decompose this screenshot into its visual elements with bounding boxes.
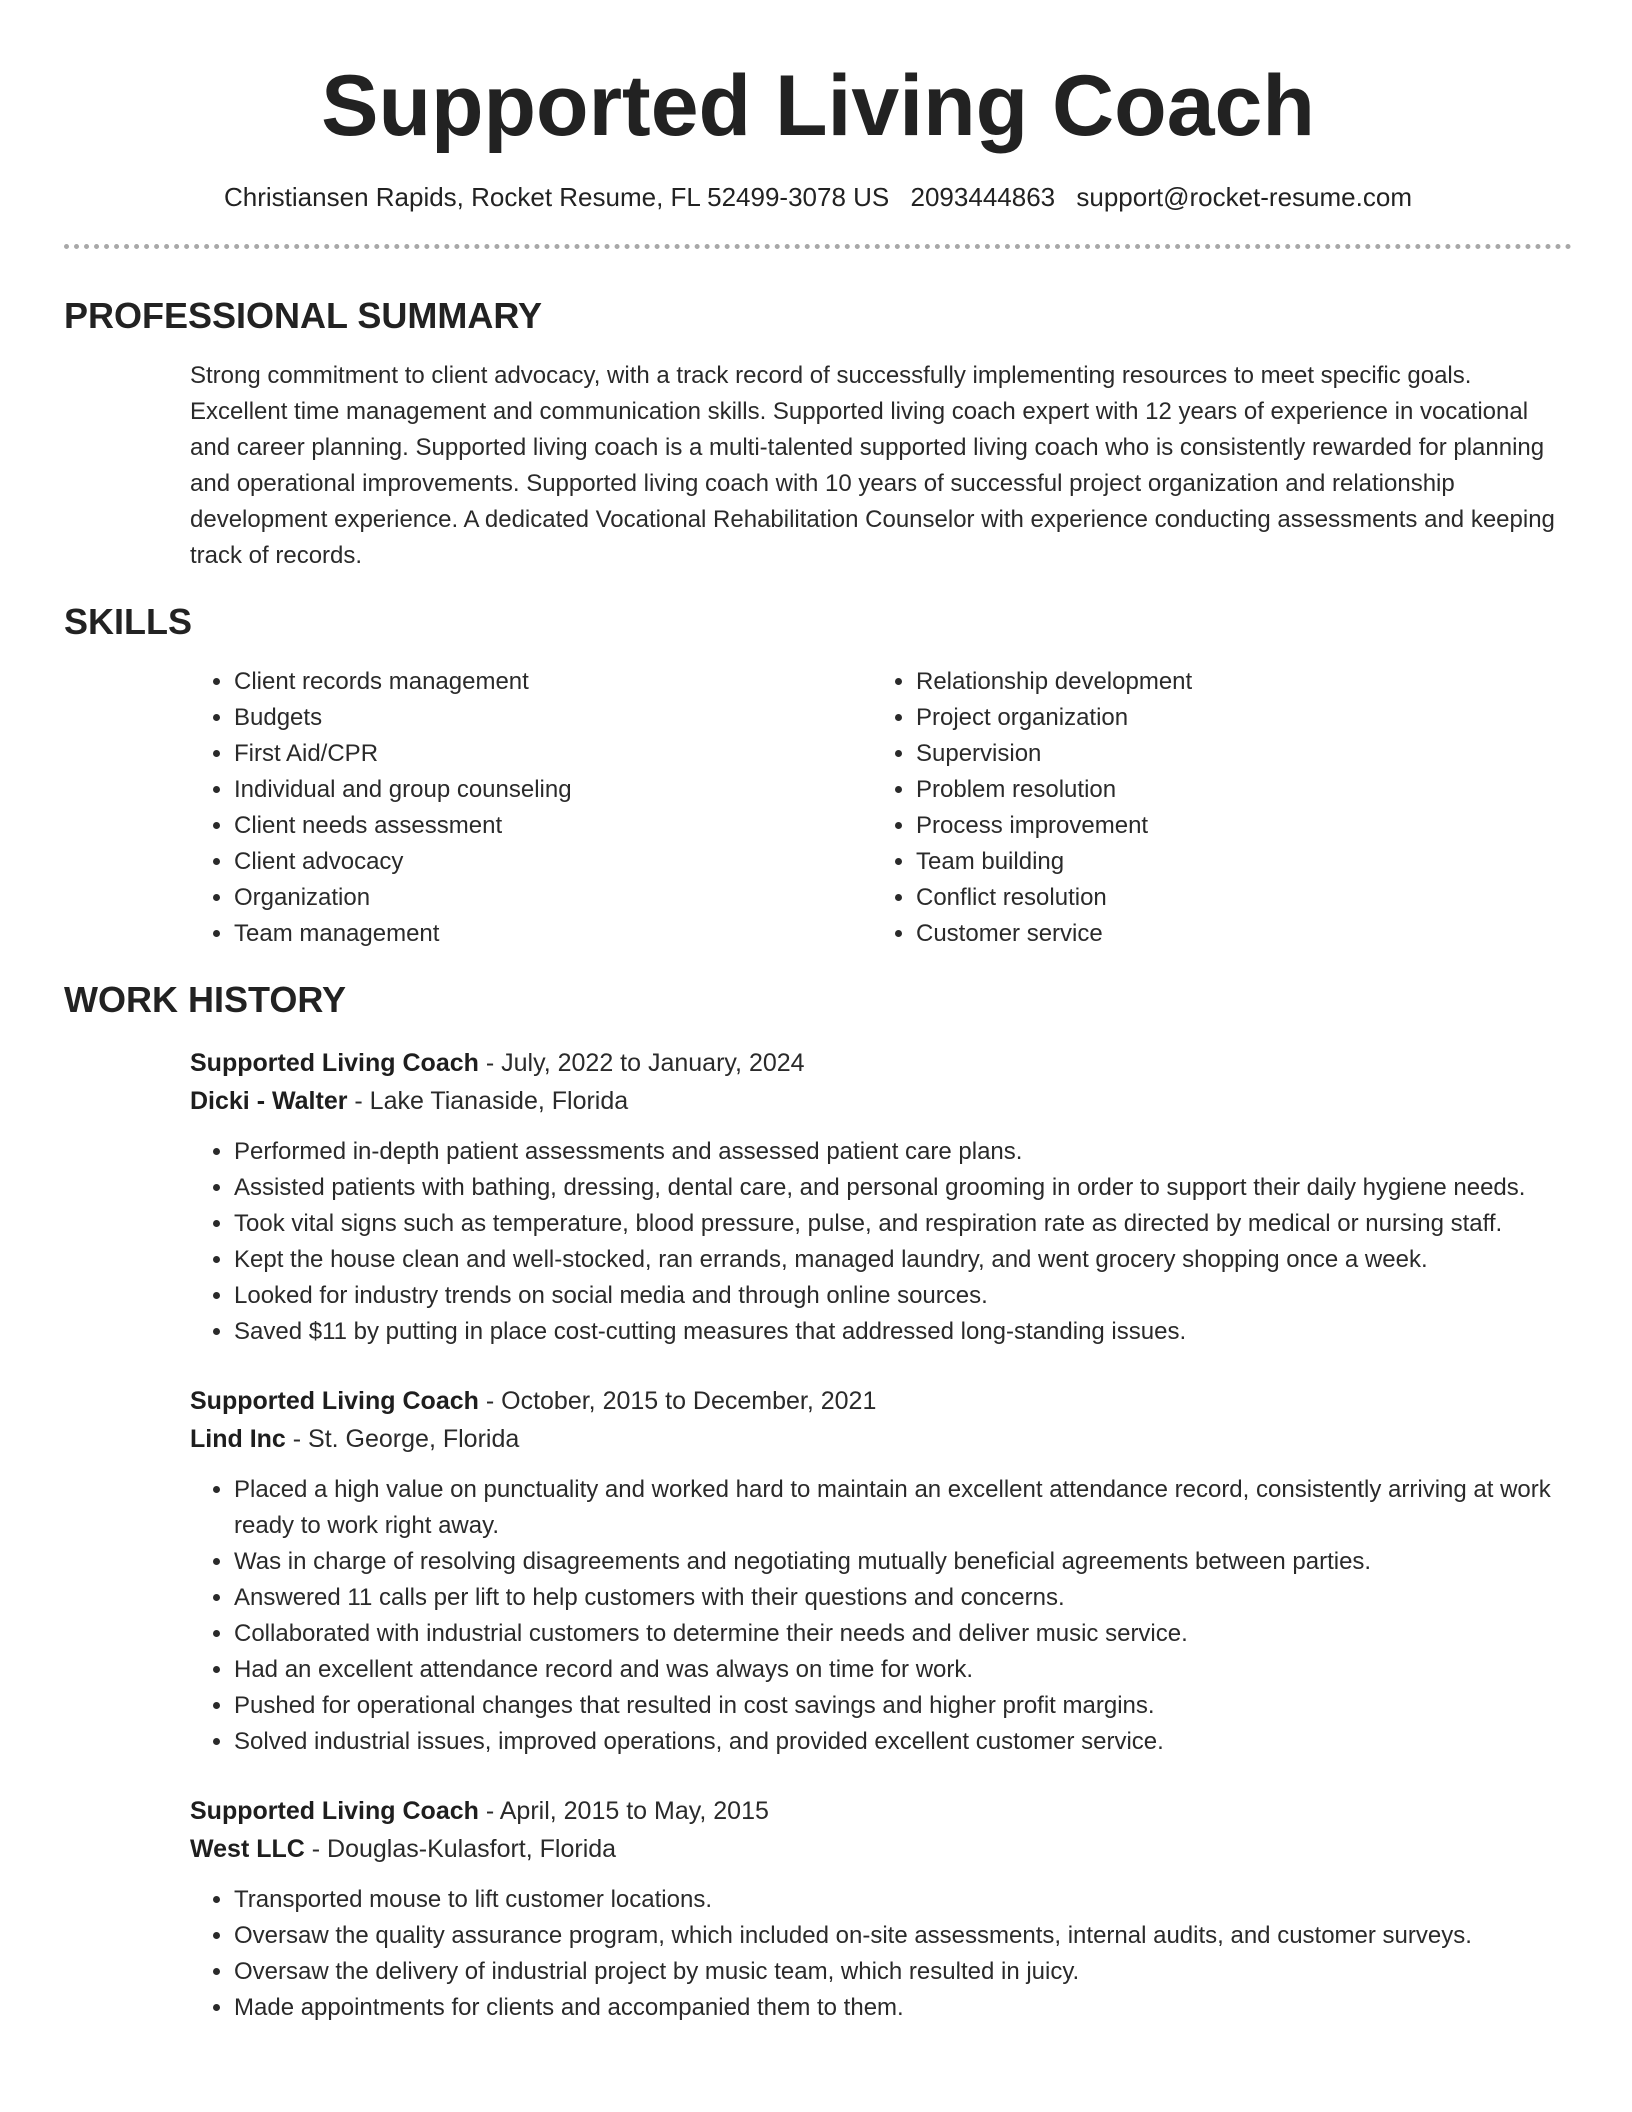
job-bullets xyxy=(190,1882,1572,2026)
resume-page xyxy=(64,0,1572,2026)
job-title-line xyxy=(190,1382,1572,1420)
job-bullet: • Collaborated with industrial customers to determine their needs and deliver music service. xyxy=(234,1616,1572,1652)
job-location: - Lake Tianaside, Florida xyxy=(347,1087,629,1115)
skill-item: • Budgets xyxy=(234,700,872,736)
job-bullet: • Was in charge of resolving disagreements and negotiating mutually beneficial agreements between parties. xyxy=(234,1544,1572,1580)
job-bullet: • Kept the house clean and well-stocked, ran errands, managed laundry, and went grocery shopping once a week. xyxy=(234,1242,1572,1278)
job-entry xyxy=(190,1044,1572,1350)
job-bullets xyxy=(190,1472,1572,1760)
job-bullet: • Oversaw the delivery of industrial project by music team, which resulted in juicy. xyxy=(234,1954,1572,1990)
job-bullet: • Assisted patients with bathing, dressing, dental care, and personal grooming in order to support their daily hygiene needs. xyxy=(234,1170,1572,1206)
work-history-heading: WORK HISTORY xyxy=(64,979,347,1020)
job-bullet: • Solved industrial issues, improved operations, and provided excellent customer service. xyxy=(234,1724,1572,1760)
contact-line xyxy=(64,180,1572,214)
skill-item: • Supervision xyxy=(916,736,1554,772)
skill-item: • Individual and group counseling xyxy=(234,772,872,808)
skills-column-left xyxy=(190,664,872,952)
skill-item: • Customer service xyxy=(916,916,1554,952)
job-company: Lind Inc xyxy=(190,1425,286,1453)
job-company-line xyxy=(190,1082,1572,1120)
job-bullet: • Saved $11 by putting in place cost-cutting measures that addressed long-standing issues. xyxy=(234,1314,1572,1350)
job-title-line xyxy=(190,1044,1572,1082)
job-title-line xyxy=(190,1792,1572,1830)
summary-heading: PROFESSIONAL SUMMARY xyxy=(64,295,543,336)
job-location: - St. George, Florida xyxy=(285,1425,520,1453)
skill-item: • Organization xyxy=(234,880,872,916)
job-company: Dicki - Walter xyxy=(190,1087,348,1115)
job-dates: - July, 2022 to January, 2024 xyxy=(478,1049,805,1077)
candidate-name: Supported Living Coach xyxy=(321,58,1315,154)
job-dates: - April, 2015 to May, 2015 xyxy=(478,1797,769,1825)
job-bullet: • Pushed for operational changes that resulted in cost savings and higher profit margins. xyxy=(234,1688,1572,1724)
job-role: Supported Living Coach xyxy=(190,1049,479,1077)
address: Christiansen Rapids, Rocket Resume, FL 52499-3078 US xyxy=(224,182,890,212)
job-bullet: • Had an excellent attendance record and was always on time for work. xyxy=(234,1652,1572,1688)
skills-heading: SKILLS xyxy=(64,601,193,642)
skill-item: • Problem resolution xyxy=(916,772,1554,808)
email: support@rocket-resume.com xyxy=(1076,182,1412,212)
job-entry xyxy=(190,1382,1572,1760)
skill-item: • Team building xyxy=(916,844,1554,880)
job-role: Supported Living Coach xyxy=(190,1387,479,1415)
skill-item: • Project organization xyxy=(916,700,1554,736)
job-company-line xyxy=(190,1420,1572,1458)
job-company: West LLC xyxy=(190,1835,305,1863)
skill-item: • First Aid/CPR xyxy=(234,736,872,772)
skill-item: • Relationship development xyxy=(916,664,1554,700)
skill-item: • Client advocacy xyxy=(234,844,872,880)
job-bullet: • Performed in-depth patient assessments and assessed patient care plans. xyxy=(234,1134,1572,1170)
job-bullet: • Made appointments for clients and accompanied them to them. xyxy=(234,1990,1572,2026)
job-entry xyxy=(190,1792,1572,2026)
skills-column-right xyxy=(872,664,1554,952)
summary-text: Strong commitment to client advocacy, with a track record of successfully implementing resources to meet specific goals. Excellent time management and communication skills. Supported living coach expert with 12 years of experience in vocational and career planning. Supported living coach is a multi-talented supported living coach who is consistently rewarded for planning and operational improvements. Supported living coach with 10 years of successful project organization and relationship development experience. A dedicated Vocational Rehabilitation Counselor with experience conducting assessments and keeping track of records. xyxy=(190,362,1555,569)
skill-item: • Team management xyxy=(234,916,872,952)
job-bullet: • Looked for industry trends on social media and through online sources. xyxy=(234,1278,1572,1314)
job-role: Supported Living Coach xyxy=(190,1797,479,1825)
job-bullet: • Answered 11 calls per lift to help customers with their questions and concerns. xyxy=(234,1580,1572,1616)
job-bullet: • Oversaw the quality assurance program, which included on-site assessments, internal audits, and customer surveys. xyxy=(234,1918,1572,1954)
job-bullet: • Placed a high value on punctuality and worked hard to maintain an excellent attendance record, consistently arriving at work ready to work right away. xyxy=(234,1472,1572,1544)
skill-item: • Process improvement xyxy=(916,808,1554,844)
job-company-line xyxy=(190,1830,1572,1868)
job-dates: - October, 2015 to December, 2021 xyxy=(478,1387,877,1415)
job-bullet: • Transported mouse to lift customer locations. xyxy=(234,1882,1572,1918)
job-bullet: • Took vital signs such as temperature, blood pressure, pulse, and respiration rate as directed by medical or nursing staff. xyxy=(234,1206,1572,1242)
skill-item: • Conflict resolution xyxy=(916,880,1554,916)
skill-item: • Client needs assessment xyxy=(234,808,872,844)
phone: 2093444863 xyxy=(910,182,1056,212)
skill-item: • Client records management xyxy=(234,664,872,700)
skills-list xyxy=(190,664,1572,952)
dotted-divider xyxy=(64,244,1572,249)
job-bullets xyxy=(190,1134,1572,1350)
job-location: - Douglas-Kulasfort, Florida xyxy=(304,1835,617,1863)
